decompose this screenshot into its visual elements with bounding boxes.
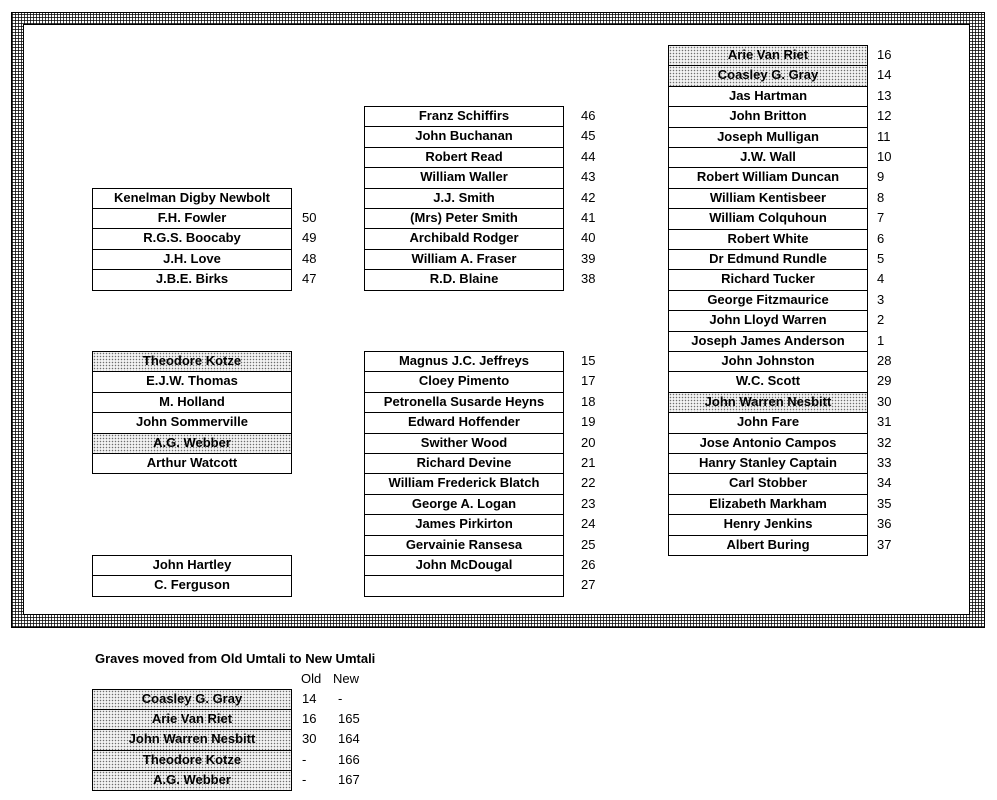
grave-name-cell: Archibald Rodger <box>364 228 564 249</box>
grave-name-cell: Cloey Pimento <box>364 371 564 392</box>
grave-number: 35 <box>877 495 892 511</box>
grave-name-cell: R.G.S. Boocaby <box>92 228 292 249</box>
grave-name-cell: Petronella Susarde Heyns <box>364 392 564 413</box>
moved-grave-old-number: 30 <box>302 731 317 747</box>
moved-grave-new-number: 164 <box>338 731 360 747</box>
grave-number: 40 <box>581 230 596 246</box>
grave-number: 49 <box>302 230 317 246</box>
grave-number: 3 <box>877 291 885 307</box>
grave-name-cell: John Fare <box>668 412 868 433</box>
grave-name-cell: John McDougal <box>364 555 564 576</box>
grave-name-cell: Robert William Duncan <box>668 167 868 188</box>
grave-name-cell: Hanry Stanley Captain <box>668 453 868 474</box>
moved-grave-name-cell: Theodore Kotze <box>92 750 292 771</box>
grave-number: 37 <box>877 536 892 552</box>
grave-number: 26 <box>581 557 596 572</box>
grave-name-cell: George A. Logan <box>364 494 564 515</box>
grave-name-cell: W.C. Scott <box>668 371 868 392</box>
grave-name-cell: F.H. Fowler <box>92 208 292 229</box>
grave-name-cell: J.B.E. Birks <box>92 269 292 290</box>
grave-name-cell <box>364 575 564 596</box>
grave-name-cell: James Pirkirton <box>364 514 564 535</box>
grave-name-cell: Richard Devine <box>364 453 564 474</box>
grave-number: 47 <box>302 271 317 287</box>
grave-number: 31 <box>877 414 892 430</box>
grave-name-cell: Albert Buring <box>668 535 868 556</box>
grave-name-cell: William Frederick Blatch <box>364 473 564 494</box>
grave-number: 24 <box>581 516 596 532</box>
moved-graves-new-header: New <box>333 671 360 686</box>
grave-number: 33 <box>877 455 892 470</box>
grave-name-cell: John Hartley <box>92 555 292 576</box>
grave-number: 4 <box>877 271 885 287</box>
grave-number: 44 <box>581 148 596 164</box>
grave-number: 8 <box>877 189 885 205</box>
grave-number: 11 <box>877 128 891 144</box>
grave-number: 50 <box>302 210 317 225</box>
grave-name-cell: William A. Fraser <box>364 249 564 270</box>
grave-name-cell: George Fitzmaurice <box>668 290 868 311</box>
grave-name-cell: J.J. Smith <box>364 188 564 209</box>
grave-number: 17 <box>581 373 596 389</box>
moved-grave-new-number: 166 <box>338 751 360 767</box>
grave-name-cell: M. Holland <box>92 392 292 413</box>
grave-name-cell: J.H. Love <box>92 249 292 270</box>
grave-name-cell: William Colquhoun <box>668 208 868 229</box>
grave-number: 6 <box>877 230 885 246</box>
grave-number: 19 <box>581 414 596 430</box>
grave-name-cell: Elizabeth Markham <box>668 494 868 515</box>
grave-number: 36 <box>877 516 892 532</box>
grave-number: 10 <box>877 149 892 164</box>
grave-number: 14 <box>877 67 892 83</box>
grave-name-cell: Joseph James Anderson <box>668 331 868 352</box>
grave-number: 9 <box>877 169 885 185</box>
moved-grave-name-cell: John Warren Nesbitt <box>92 729 292 750</box>
grave-number: 29 <box>877 373 892 389</box>
grave-number: 15 <box>581 353 596 368</box>
grave-number: 34 <box>877 475 892 491</box>
grave-name-cell: Jose Antonio Campos <box>668 433 868 454</box>
grave-name-cell: Arthur Watcott <box>92 453 292 474</box>
moved-grave-new-number: 167 <box>338 772 360 788</box>
grave-name-cell: John Britton <box>668 106 868 127</box>
grave-name-cell: Theodore Kotze <box>92 351 292 372</box>
grave-number: 42 <box>581 189 596 205</box>
grave-number: 30 <box>877 393 892 409</box>
grave-name-cell: Robert White <box>668 229 868 250</box>
grave-number: 12 <box>877 108 892 124</box>
grave-name-cell: Swither Wood <box>364 433 564 454</box>
grave-name-cell: Jas Hartman <box>668 86 868 107</box>
grave-name-cell: John Johnston <box>668 351 868 372</box>
grave-name-cell: Richard Tucker <box>668 269 868 290</box>
grave-name-cell: (Mrs) Peter Smith <box>364 208 564 229</box>
grave-number: 20 <box>581 434 596 450</box>
grave-number: 48 <box>302 250 317 266</box>
grave-number: 16 <box>877 47 892 62</box>
grave-name-cell: Coasley G. Gray <box>668 65 868 86</box>
grave-name-cell: John Sommerville <box>92 412 292 433</box>
grave-name-cell: Kenelman Digby Newbolt <box>92 188 292 209</box>
grave-number: 7 <box>877 210 885 226</box>
grave-number: 18 <box>581 393 596 409</box>
grave-number: 13 <box>877 87 892 103</box>
grave-number: 43 <box>581 169 596 185</box>
grave-name-cell: Joseph Mulligan <box>668 127 868 148</box>
grave-name-cell: E.J.W. Thomas <box>92 371 292 392</box>
grave-name-cell: Henry Jenkins <box>668 514 868 535</box>
grave-number: 32 <box>877 434 892 450</box>
grave-name-cell: Franz Schiffirs <box>364 106 564 127</box>
grave-number: 25 <box>581 536 596 552</box>
grave-number: 39 <box>581 250 596 266</box>
grave-name-cell: William Kentisbeer <box>668 188 868 209</box>
grave-name-cell: Dr Edmund Rundle <box>668 249 868 270</box>
grave-name-cell: Robert Read <box>364 147 564 168</box>
grave-name-cell: R.D. Blaine <box>364 269 564 290</box>
grave-name-cell: C. Ferguson <box>92 575 292 596</box>
grave-name-cell: John Buchanan <box>364 126 564 147</box>
grave-number: 45 <box>581 128 596 144</box>
moved-grave-new-number: 165 <box>338 710 360 726</box>
grave-name-cell: Edward Hoffender <box>364 412 564 433</box>
grave-number: 21 <box>581 455 596 470</box>
grave-name-cell: Magnus J.C. Jeffreys <box>364 351 564 372</box>
moved-grave-old-number: - <box>302 751 307 767</box>
grave-name-cell: John Warren Nesbitt <box>668 392 868 413</box>
grave-number: 46 <box>581 108 596 123</box>
grave-number: 38 <box>581 271 596 287</box>
grave-number: 5 <box>877 251 885 266</box>
moved-graves-title: Graves moved from Old Umtali to New Umtali <box>95 651 376 666</box>
grave-name-cell: John Lloyd Warren <box>668 310 868 331</box>
moved-graves-old-header: Old <box>301 671 322 686</box>
moved-grave-name-cell: A.G. Webber <box>92 770 292 791</box>
grave-number: 1 <box>877 332 885 348</box>
moved-grave-old-number: - <box>302 772 307 788</box>
moved-grave-name-cell: Arie Van Riet <box>92 709 292 730</box>
grave-number: 28 <box>877 353 892 368</box>
grave-number: 22 <box>581 475 596 491</box>
grave-name-cell: J.W. Wall <box>668 147 868 168</box>
grave-name-cell: Gervainie Ransesa <box>364 535 564 556</box>
grave-name-cell: William Waller <box>364 167 564 188</box>
grave-name-cell: Arie Van Riet <box>668 45 868 66</box>
grave-number: 41 <box>581 210 596 225</box>
grave-name-cell: A.G. Webber <box>92 433 292 454</box>
moved-grave-old-number: 16 <box>302 710 317 726</box>
grave-name-cell: Carl Stobber <box>668 473 868 494</box>
grave-number: 2 <box>877 312 885 328</box>
grave-number: 27 <box>581 577 596 593</box>
moved-grave-old-number: 14 <box>302 690 317 706</box>
moved-grave-new-number: - <box>338 690 343 706</box>
grave-number: 23 <box>581 495 596 511</box>
moved-grave-name-cell: Coasley G. Gray <box>92 689 292 710</box>
